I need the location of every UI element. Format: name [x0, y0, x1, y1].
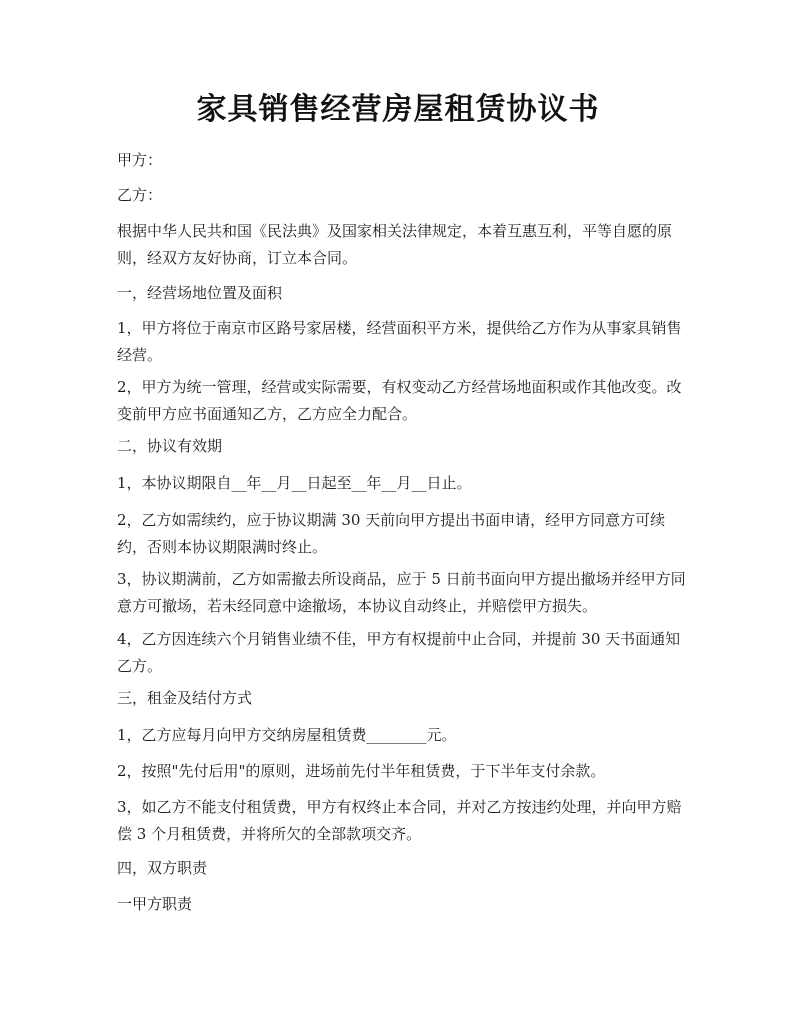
- clause-3-2: 2，按照"先付后用"的原则，进场前先付半年租赁费，于下半年支付余款。: [117, 762, 606, 780]
- clause-1-2: 2，甲方为统一管理，经营或实际需要，有权变动乙方经营场地面积或作其他改变。改变前甲方应书面通知乙方，乙方应全力配合。: [117, 378, 682, 423]
- subsection-party-a-duties: 一甲方职责: [117, 895, 193, 913]
- clause-1-1: 1，甲方将位于南京市区路号家居楼，经营面积平方米，提供给乙方作为从事家具销售经营。: [117, 319, 682, 364]
- clause-2-4: 4，乙方因连续六个月销售业绩不佳，甲方有权提前中止合同，并提前 30 天书面通知乙方。: [117, 630, 681, 675]
- clause-2-1: 1，本协议期限自__年__月__日起至__年__月__日止。: [117, 474, 472, 492]
- clause-2-2: 2，乙方如需续约，应于协议期满 30 天前向甲方提出书面申请，经甲方同意方可续约，否则本协议期限满时终止。: [117, 511, 666, 556]
- section-heading-1: 一，经营场地位置及面积: [117, 284, 283, 302]
- preamble-paragraph: 根据中华人民共和国《民法典》及国家相关法律规定，本着互惠互利，平等自愿的原则，经双方友好协商，订立本合同。: [117, 222, 673, 267]
- section-heading-2: 二，协议有效期: [117, 437, 223, 455]
- section-heading-4: 四，双方职责: [117, 859, 208, 877]
- party-a-line: 甲方：: [117, 151, 163, 169]
- clause-2-3: 3，协议期满前，乙方如需撤去所设商品，应于 5 日前书面向甲方提出撤场并经甲方同意方可撤场，若未经同意中途撤场，本协议自动终止，并赔偿甲方损失。: [117, 570, 686, 615]
- clause-3-3: 3，如乙方不能支付租赁费，甲方有权终止本合同，并对乙方按违约处理，并向甲方赔偿 3 个月租赁费，并将所欠的全部款项交齐。: [117, 798, 682, 843]
- section-heading-3: 三，租金及结付方式: [117, 689, 253, 707]
- party-b-line: 乙方：: [117, 186, 163, 204]
- document-title: 家具销售经营房屋租赁协议书: [196, 92, 600, 127]
- clause-3-1: 1，乙方应每月向甲方交纳房屋租赁费________元。: [117, 726, 457, 744]
